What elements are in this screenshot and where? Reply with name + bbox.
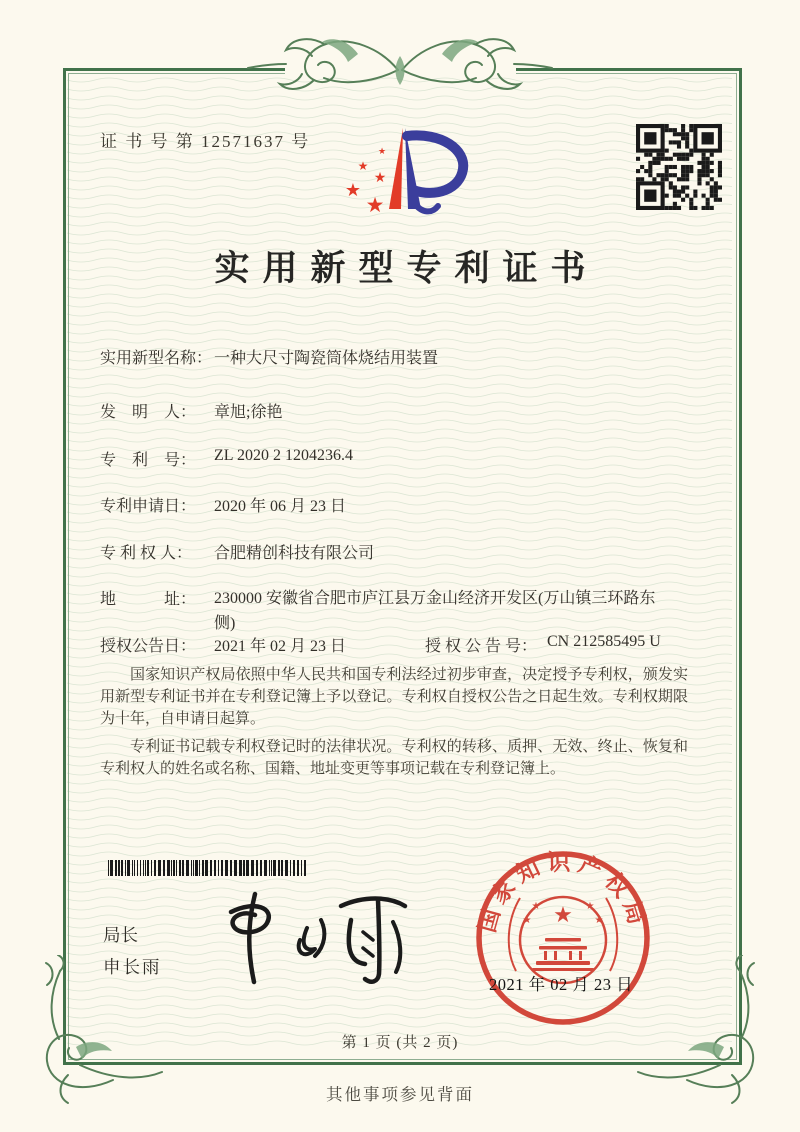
svg-text:★: ★ bbox=[553, 903, 573, 928]
field-value: CN 212585495 U bbox=[547, 633, 661, 650]
field-grant-date bbox=[100, 633, 346, 656]
barcode-icon bbox=[108, 860, 310, 876]
field-label: 发 明 人： bbox=[100, 404, 197, 421]
certificate-number: 证 书 号 第 12571637 号 bbox=[100, 132, 311, 151]
star-icon: ★ bbox=[357, 159, 369, 173]
svg-text:★: ★ bbox=[522, 915, 532, 926]
footer-note: 其他事项参见背面 bbox=[326, 1085, 474, 1104]
commissioner-name: 申长雨 bbox=[103, 957, 162, 977]
field-label: 地 址： bbox=[100, 591, 197, 608]
legal-paragraph-1: 国家知识产权局依照中华人民共和国专利法经过初步审查，决定授予专利权，颁发实用新型专利证书并在专利登记簿上予以登记。专利权自授权公告之日起生效。专利权期限为十年，自申请日起算。 bbox=[100, 667, 688, 727]
field-value: 2020 年 06 月 23 日 bbox=[214, 498, 347, 515]
field-grant-number bbox=[425, 633, 661, 656]
qr-code-icon bbox=[636, 124, 722, 210]
page-number: 第 1 页 (共 2 页) bbox=[341, 1035, 459, 1051]
cnipa-logo bbox=[330, 112, 470, 217]
star-icon: ★ bbox=[365, 193, 385, 217]
field-value: 章旭;徐艳 bbox=[214, 404, 283, 421]
svg-text:★: ★ bbox=[594, 915, 604, 926]
field-label: 专 利 权 人： bbox=[100, 545, 193, 562]
svg-text:★: ★ bbox=[585, 901, 595, 912]
field-value: 一种大尺寸陶瓷筒体烧结用装置 bbox=[214, 350, 439, 367]
field-patentee bbox=[100, 540, 374, 563]
field-value: 2021 年 02 月 23 日 bbox=[214, 638, 347, 655]
field-label: 授 权 公 告 号： bbox=[425, 638, 538, 655]
field-label: 实用新型名称： bbox=[100, 350, 213, 367]
logo-red-spike bbox=[389, 128, 403, 209]
star-icon: ★ bbox=[377, 147, 387, 157]
legal-text bbox=[100, 664, 688, 786]
field-value: 230000 安徽省合肥市庐江县万金山经济开发区(万山镇三环路东侧) bbox=[214, 590, 656, 632]
field-value: ZL 2020 2 1204236.4 bbox=[214, 447, 353, 464]
field-address bbox=[100, 586, 662, 636]
field-label: 专 利 号： bbox=[100, 452, 197, 469]
logo-p-tail bbox=[415, 204, 438, 211]
official-seal bbox=[468, 843, 658, 1033]
field-patent-number bbox=[100, 447, 353, 470]
legal-paragraph-2: 专利证书记载专利权登记时的法律状况。专利权的转移、质押、无效、终止、恢复和专利权人的姓名或名称、国籍、地址变更等事项记载在专利登记簿上。 bbox=[100, 739, 688, 777]
field-patent-name bbox=[100, 345, 438, 368]
field-value: 合肥精创科技有限公司 bbox=[214, 545, 375, 562]
field-inventor bbox=[100, 399, 282, 422]
certificate-title: 实用新型专利证书 bbox=[214, 249, 599, 288]
star-icon: ★ bbox=[344, 180, 362, 201]
field-label: 授权公告日： bbox=[100, 638, 197, 655]
seal-date: 2021 年 02 月 23 日 bbox=[489, 975, 634, 994]
field-label: 专利申请日： bbox=[100, 498, 197, 515]
field-filing-date bbox=[100, 493, 346, 516]
top-floral-ornament bbox=[240, 20, 560, 110]
commissioner-title: 局长 bbox=[103, 925, 138, 945]
svg-text:★: ★ bbox=[531, 901, 541, 912]
seal-text: 国家知识产权局 bbox=[474, 849, 652, 936]
star-icon: ★ bbox=[373, 170, 387, 186]
signature bbox=[203, 876, 418, 991]
